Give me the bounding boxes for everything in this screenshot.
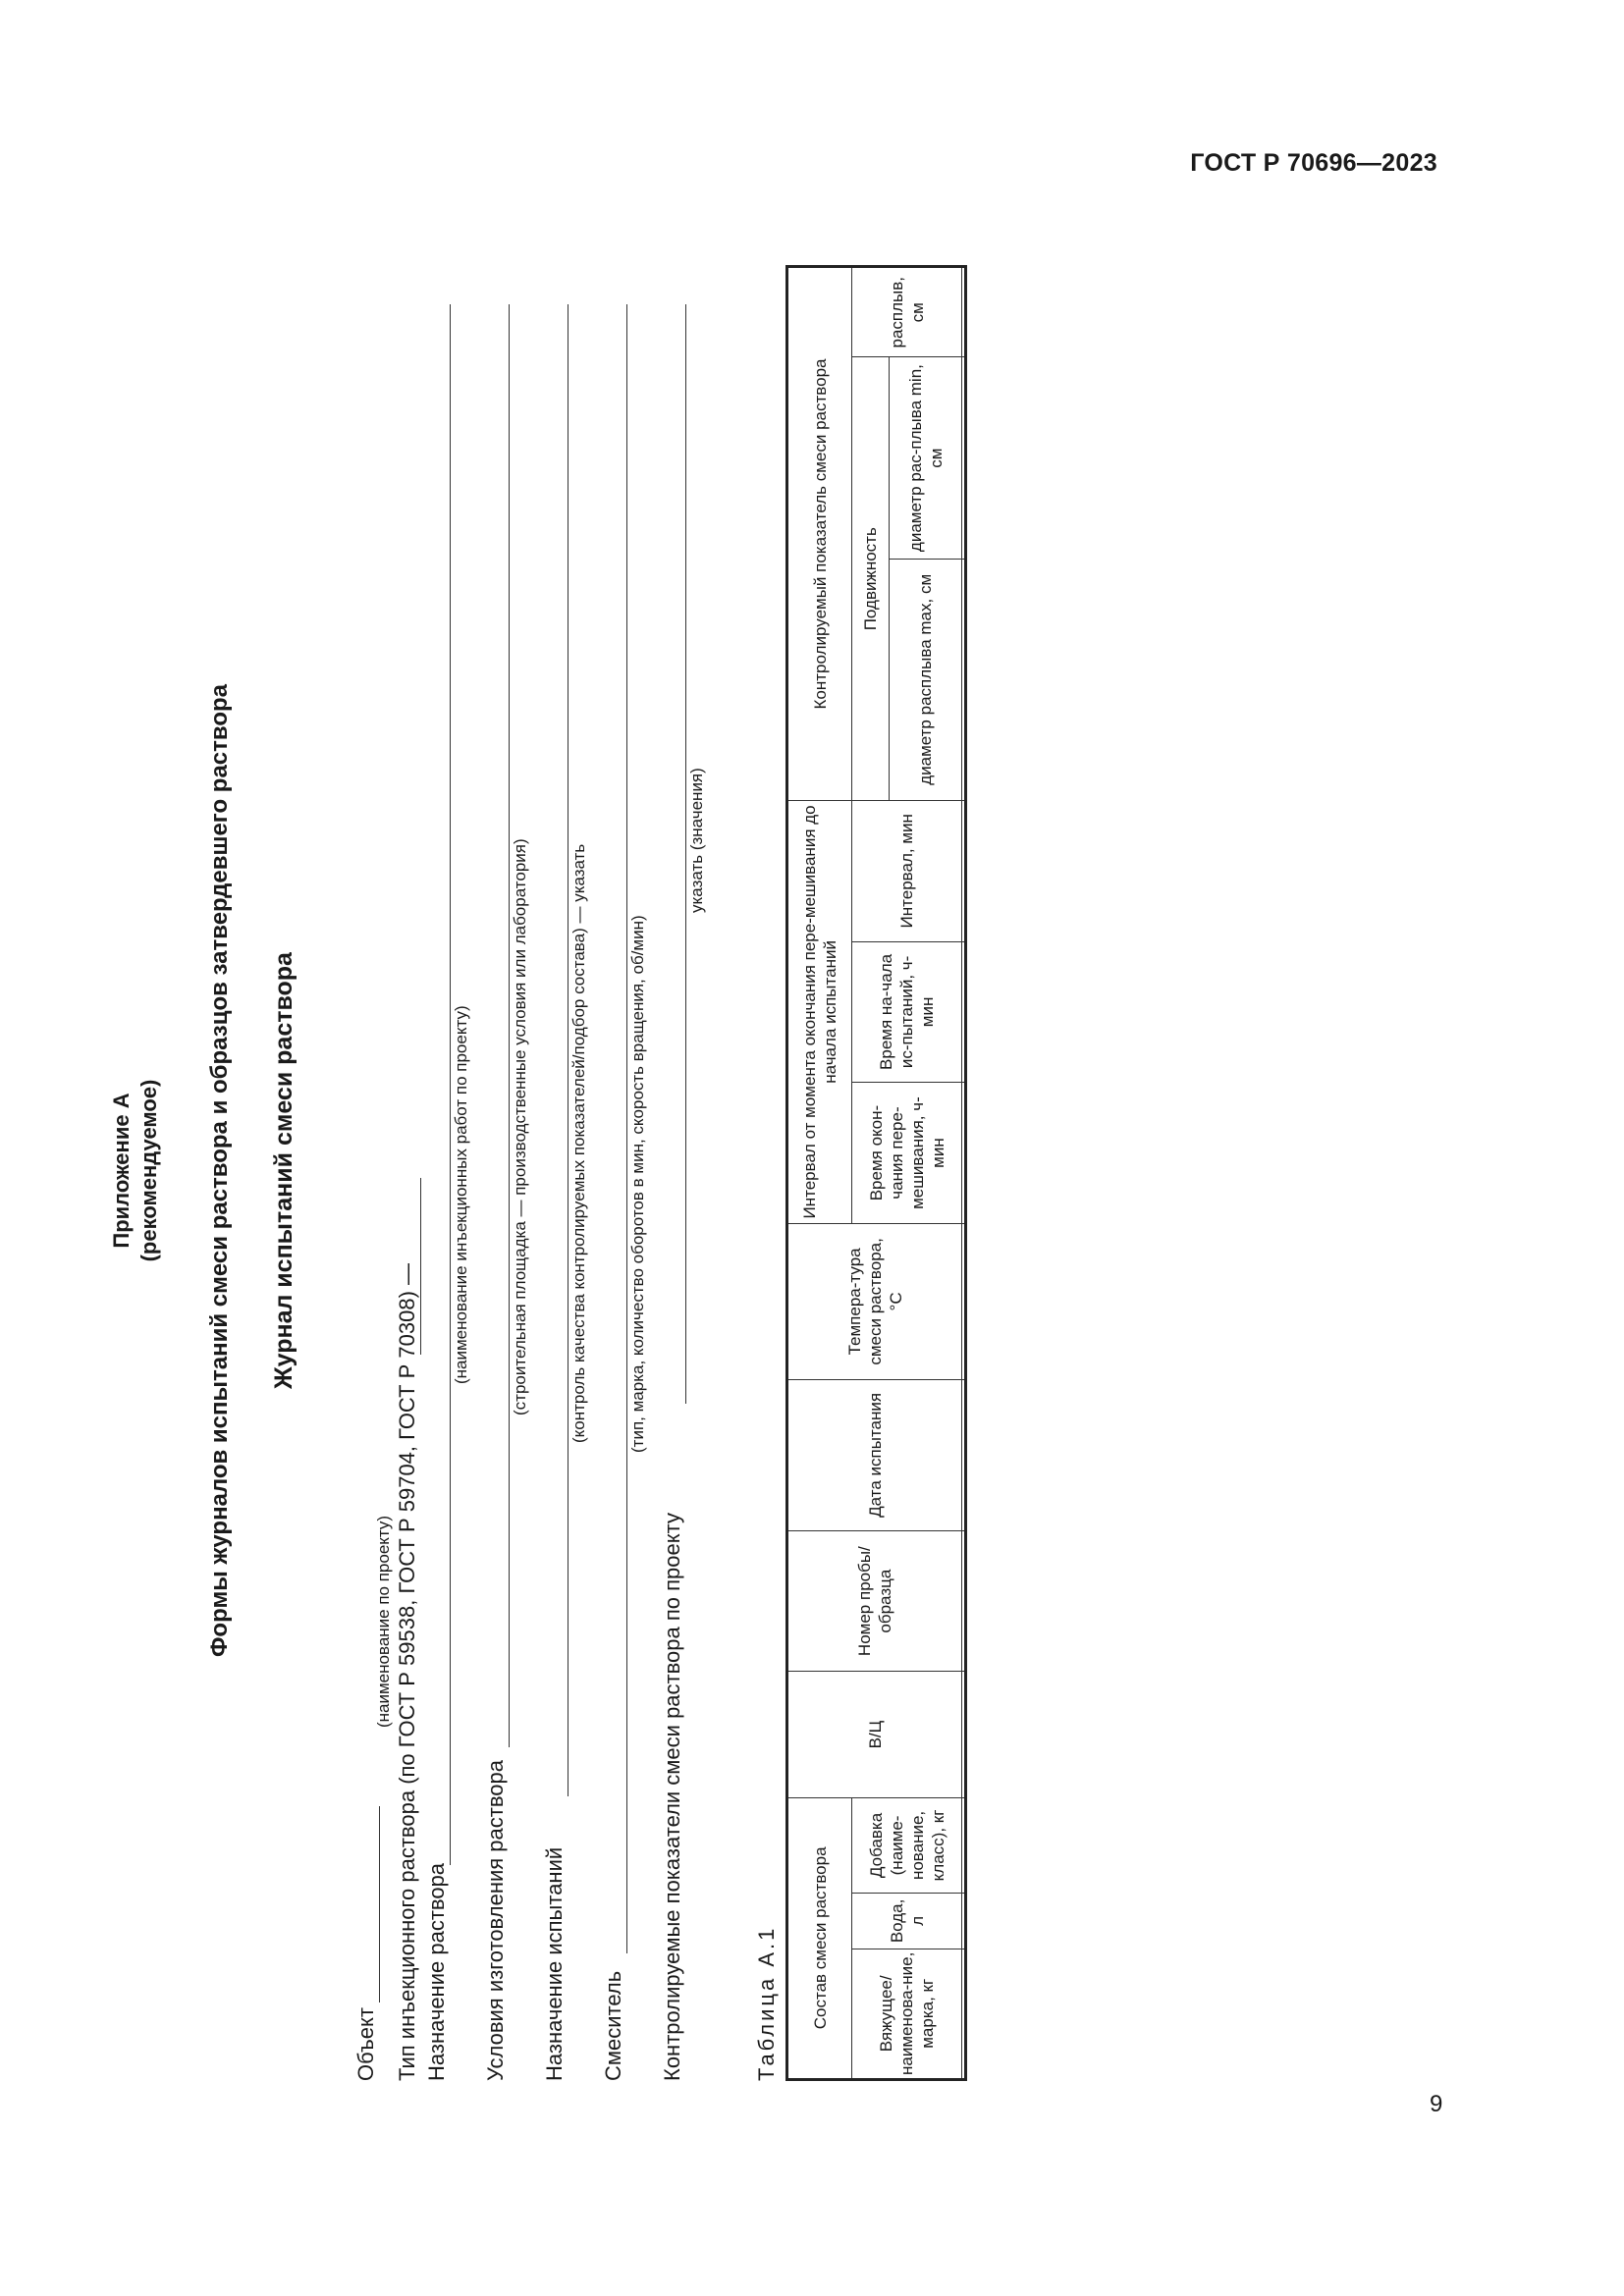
test-purpose-label: Назначение испытаний	[542, 1846, 567, 2081]
th-test-start-time: Время на-чала ис-пытаний, ч-мин	[852, 941, 962, 1083]
journal-title: Журнал испытаний смеси раствора	[270, 952, 298, 1389]
th-spread-min: диаметр рас-плыва min, см	[890, 357, 962, 559]
conditions-hint: (строительная площадка — производственные условия или лаборатория)	[511, 838, 529, 1415]
mixer-underline	[626, 304, 627, 1953]
appendix-title: Приложение А	[109, 1093, 134, 1249]
grout-type-underline	[420, 1178, 421, 1355]
th-mobility: Подвижность	[852, 357, 890, 800]
controlled-underline	[685, 304, 686, 1404]
th-additive: Добавка (наиме-нование, класс), кг	[852, 1797, 962, 1893]
th-interval-group: Интервал от момента окончания пере-мешивания до начала испытаний	[787, 800, 852, 1223]
journal-table	[785, 265, 967, 2081]
object-hint: (наименование по проекту)	[374, 1515, 393, 1728]
th-wc: В/Ц	[787, 1672, 962, 1797]
th-interval-min: Интервал, мин	[852, 800, 962, 941]
purpose-hint: (наименование инъекционных работ по проекту)	[452, 1005, 470, 1384]
appendix-heading	[108, 211, 163, 2130]
table-caption: Таблица А.1	[754, 1925, 779, 2081]
mixer-label: Смеситель	[601, 1970, 625, 2081]
document-code: ГОСТ Р 70696—2023	[1190, 149, 1437, 177]
page-number: 9	[1430, 2091, 1443, 2117]
mixer-hint: (тип, марка, количество оборотов в мин, скорость вращения, об/мин)	[628, 915, 647, 1453]
object-label: Объект	[353, 2007, 378, 2081]
test-purpose-hint: (контроль качества контролируемых показателей/подбор состава) — указать	[569, 843, 588, 1443]
th-mix-end-time: Время окон-чания пере-мешивания, ч-мин	[852, 1083, 962, 1224]
th-composition: Состав смеси раствора	[787, 1797, 852, 2079]
controlled-label: Контролируемые показатели смеси раствора по проекту	[660, 1513, 684, 2081]
th-controlled-indicator: Контролируемый показатель смеси раствора	[787, 267, 852, 801]
th-test-date: Дата испытания	[787, 1379, 962, 1530]
th-spread-max: диаметр расплыва max, см	[890, 559, 962, 800]
conditions-underline	[509, 304, 510, 1747]
th-temperature: Темпера-тура смеси раствора, °С	[787, 1223, 962, 1379]
th-spread: расплыв, см	[852, 267, 962, 358]
conditions-label: Условия изготовления раствора	[483, 1760, 508, 2081]
table-row	[962, 267, 966, 2080]
th-water: Вода, л	[852, 1894, 962, 1949]
th-sample-no: Номер пробы/ образца	[787, 1530, 962, 1672]
object-underline	[379, 1806, 380, 2002]
grout-type-label: Тип инъекционного раствора (по ГОСТ Р 59538, ГОСТ Р 59704, ГОСТ Р 70308) —	[395, 1262, 419, 2081]
controlled-hint: указать (значения)	[687, 768, 706, 913]
purpose-underline	[450, 304, 451, 1865]
forms-title: Формы журналов испытаний смеси раствора и образцов затвердевшего раствора	[206, 683, 233, 1658]
rotated-page-content	[108, 211, 992, 2130]
th-binder: Вяжущее/ наименова-ние, марка, кг	[852, 1949, 962, 2079]
appendix-status: (рекомендуемое)	[136, 1079, 161, 1262]
purpose-label: Назначение раствора	[424, 1862, 449, 2081]
